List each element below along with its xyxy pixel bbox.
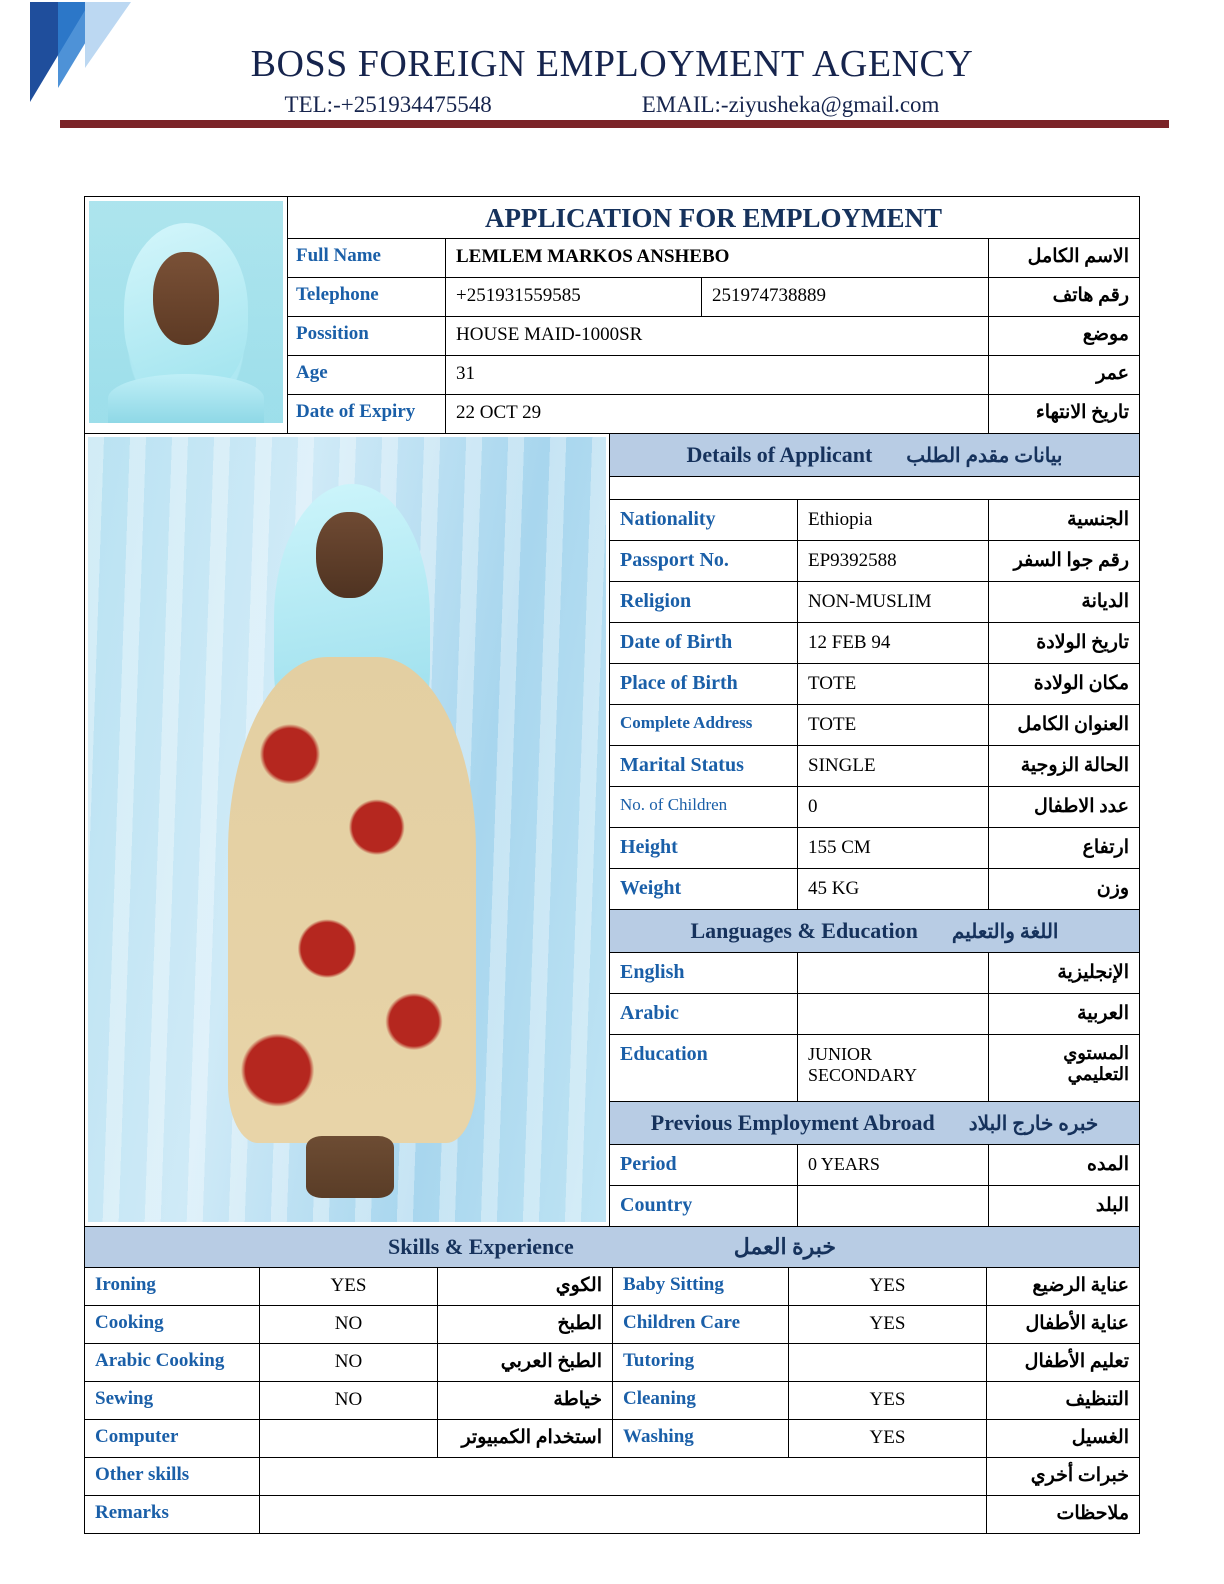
previous-employment-band-arabic: خبره خارج البلاد — [968, 1112, 1099, 1135]
table-row — [610, 500, 1139, 541]
skills-band-label: Skills & Experience — [388, 1234, 574, 1259]
agency-name: BOSS FOREIGN EMPLOYMENT AGENCY — [250, 43, 974, 85]
other-skills-arabic: خبرات أخري — [1030, 1465, 1129, 1486]
period-value: 0 YEARS — [798, 1145, 989, 1185]
table-row — [85, 1420, 1139, 1458]
religion-value: NON-MUSLIM — [798, 582, 989, 622]
skills-experience-band — [85, 1226, 1139, 1268]
passport-no-arabic: رقم جوا السفر — [1013, 550, 1129, 571]
date-of-expiry-label: Date of Expiry — [288, 395, 446, 433]
other-skills-value — [260, 1458, 987, 1495]
remarks-arabic: ملاحظات — [1056, 1503, 1129, 1524]
table-row — [288, 278, 1139, 317]
table-row — [610, 787, 1139, 828]
table-row — [288, 317, 1139, 356]
no-of-children-arabic: عدد الاطفال — [1034, 796, 1129, 817]
application-table — [288, 197, 1139, 433]
education-arabic: المستوي التعليمي — [1063, 1043, 1129, 1084]
languages-band-label: Languages & Education — [690, 918, 918, 943]
sewing-value: NO — [260, 1382, 438, 1419]
table-row — [610, 541, 1139, 582]
fullbody-photo-cell — [85, 434, 610, 1226]
table-row — [85, 1268, 1139, 1306]
details-table — [610, 434, 1139, 1226]
arabic-language-arabic: العربية — [1077, 1003, 1129, 1024]
remarks-label: Remarks — [85, 1496, 260, 1533]
date-of-birth-value: 12 FEB 94 — [798, 623, 989, 663]
table-row — [85, 1382, 1139, 1420]
age-arabic: عمر — [1096, 363, 1129, 384]
table-row — [288, 395, 1139, 433]
arabic-cooking-label: Arabic Cooking — [85, 1344, 260, 1381]
table-row — [610, 953, 1139, 994]
children-care-arabic: عناية الأطفال — [1025, 1313, 1129, 1334]
languages-education-band — [610, 910, 1139, 953]
sewing-arabic: خياطة — [438, 1382, 613, 1419]
baby-sitting-label: Baby Sitting — [613, 1268, 789, 1305]
period-label: Period — [610, 1145, 798, 1185]
cleaning-arabic: التنظيف — [1065, 1389, 1129, 1410]
application-document — [84, 196, 1140, 1534]
weight-label: Weight — [610, 869, 798, 909]
details-band-arabic: بيانات مقدم الطلب — [906, 444, 1063, 467]
complete-address-label: Complete Address — [610, 705, 798, 745]
table-row — [610, 746, 1139, 787]
passport-no-label: Passport No. — [610, 541, 798, 581]
full-name-value: LEMLEM MARKOS ANSHEBO — [446, 239, 989, 277]
table-row — [288, 356, 1139, 395]
children-care-label: Children Care — [613, 1306, 789, 1343]
nationality-arabic: الجنسية — [1067, 509, 1129, 530]
sewing-label: Sewing — [85, 1382, 260, 1419]
weight-arabic: وزن — [1096, 878, 1129, 899]
cleaning-label: Cleaning — [613, 1382, 789, 1419]
country-label: Country — [610, 1186, 798, 1226]
cooking-arabic: الطبخ — [438, 1306, 613, 1343]
remarks-value — [260, 1496, 987, 1533]
table-row — [610, 705, 1139, 746]
ironing-label: Ironing — [85, 1268, 260, 1305]
country-value — [798, 1186, 989, 1226]
tutoring-arabic: تعليم الأطفال — [1024, 1351, 1129, 1372]
age-value: 31 — [446, 356, 989, 394]
table-row — [85, 1496, 1139, 1533]
children-care-value: YES — [789, 1306, 987, 1343]
full-name-arabic: الاسم الكامل — [1027, 246, 1129, 267]
table-row — [288, 239, 1139, 278]
header-divider — [60, 120, 1169, 128]
cooking-value: NO — [260, 1306, 438, 1343]
marital-status-label: Marital Status — [610, 746, 798, 786]
complete-address-value: TOTE — [798, 705, 989, 745]
country-arabic: البلد — [1095, 1195, 1129, 1216]
no-of-children-value: 0 — [798, 787, 989, 827]
height-label: Height — [610, 828, 798, 868]
no-of-children-label: No. of Children — [610, 787, 798, 827]
position-arabic: موضع — [1082, 324, 1129, 345]
english-label: English — [610, 953, 798, 993]
baby-sitting-arabic: عناية الرضيع — [1032, 1275, 1129, 1296]
weight-value: 45 KG — [798, 869, 989, 909]
position-label: Possition — [288, 317, 446, 355]
table-row — [610, 1145, 1139, 1186]
cleaning-value: YES — [789, 1382, 987, 1419]
arabic-cooking-arabic: الطبخ العربي — [438, 1344, 613, 1381]
education-value: JUNIOR SECONDARY — [798, 1035, 989, 1101]
telephone-arabic: رقم هاتف — [1052, 285, 1129, 306]
table-row — [610, 828, 1139, 869]
washing-arabic: الغسيل — [1071, 1427, 1129, 1448]
headshot-cell — [85, 197, 288, 433]
passport-no-value: EP9392588 — [798, 541, 989, 581]
previous-employment-band — [610, 1102, 1139, 1145]
table-row — [610, 1035, 1139, 1102]
position-value: HOUSE MAID-1000SR — [446, 317, 989, 355]
baby-sitting-value: YES — [789, 1268, 987, 1305]
agency-logo-icon — [30, 2, 140, 107]
agency-contact — [0, 92, 1224, 118]
table-row — [85, 1306, 1139, 1344]
table-row — [85, 1344, 1139, 1382]
applicant-summary-section — [85, 197, 1139, 433]
details-of-applicant-band — [610, 434, 1139, 477]
arabic-label: Arabic — [610, 994, 798, 1034]
table-row — [610, 869, 1139, 910]
nationality-value: Ethiopia — [798, 500, 989, 540]
arabic-value — [798, 994, 989, 1034]
previous-employment-band-label: Previous Employment Abroad — [650, 1110, 935, 1135]
details-spacer — [610, 477, 1139, 500]
languages-band-arabic: اللغة والتعليم — [951, 920, 1059, 943]
marital-status-arabic: الحالة الزوجية — [1020, 755, 1129, 776]
place-of-birth-value: TOTE — [798, 664, 989, 704]
washing-value: YES — [789, 1420, 987, 1457]
date-of-expiry-arabic: تاريخ الانتهاء — [1035, 402, 1129, 423]
washing-label: Washing — [613, 1420, 789, 1457]
table-row — [610, 1186, 1139, 1226]
education-label: Education — [610, 1035, 798, 1101]
agency-telephone: TEL:-+251934475548 — [284, 92, 492, 117]
religion-arabic: الديانة — [1081, 591, 1129, 612]
details-section — [85, 433, 1139, 1226]
computer-value — [260, 1420, 438, 1457]
date-of-birth-label: Date of Birth — [610, 623, 798, 663]
page-header — [0, 0, 1224, 136]
ironing-value: YES — [260, 1268, 438, 1305]
full-name-label: Full Name — [288, 239, 446, 277]
computer-arabic: استخدام الكمبيوتر — [438, 1420, 613, 1457]
table-row — [610, 994, 1139, 1035]
telephone-value-1: +251931559585 — [446, 278, 702, 316]
english-value — [798, 953, 989, 993]
religion-label: Religion — [610, 582, 798, 622]
place-of-birth-label: Place of Birth — [610, 664, 798, 704]
marital-status-value: SINGLE — [798, 746, 989, 786]
table-row — [610, 582, 1139, 623]
table-row — [85, 1458, 1139, 1496]
english-arabic: الإنجليزية — [1057, 962, 1129, 983]
agency-email: EMAIL:-ziyusheka@gmail.com — [641, 92, 940, 117]
cooking-label: Cooking — [85, 1306, 260, 1343]
telephone-value-2: 251974738889 — [702, 278, 989, 316]
period-arabic: المده — [1087, 1154, 1129, 1175]
telephone-label: Telephone — [288, 278, 446, 316]
arabic-cooking-value: NO — [260, 1344, 438, 1381]
height-value: 155 CM — [798, 828, 989, 868]
complete-address-arabic: العنوان الكامل — [1017, 714, 1129, 735]
place-of-birth-arabic: مكان الولادة — [1033, 673, 1129, 694]
applicant-headshot-photo — [89, 201, 283, 423]
tutoring-value — [789, 1344, 987, 1381]
age-label: Age — [288, 356, 446, 394]
nationality-label: Nationality — [610, 500, 798, 540]
computer-label: Computer — [85, 1420, 260, 1457]
details-band-label: Details of Applicant — [686, 442, 873, 467]
date-of-expiry-value: 22 OCT 29 — [446, 395, 989, 433]
table-row — [610, 664, 1139, 705]
ironing-arabic: الكوي — [438, 1268, 613, 1305]
tutoring-label: Tutoring — [613, 1344, 789, 1381]
application-title: APPLICATION FOR EMPLOYMENT — [288, 197, 1139, 239]
date-of-birth-arabic: تاريخ الولادة — [1036, 632, 1129, 653]
other-skills-label: Other skills — [85, 1458, 260, 1495]
applicant-fullbody-photo — [88, 437, 606, 1222]
height-arabic: ارتفاع — [1082, 837, 1129, 858]
skills-band-arabic: خبرة العمل — [733, 1234, 836, 1259]
table-row — [610, 623, 1139, 664]
